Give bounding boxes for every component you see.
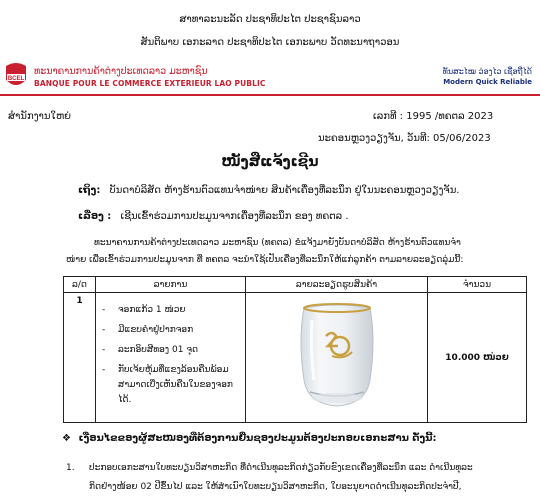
- office-label: ສຳນັກງານໃຫຍ່: [8, 111, 72, 122]
- bank-name-french: BANQUE POUR LE COMMERCE EXTERIEUR LAO PUBLIC: [34, 79, 266, 88]
- header-image: ລາຍລະອຽດຮູບສິນຄ້າ: [246, 277, 428, 293]
- table-header-row: [64, 277, 527, 293]
- list-item: - ກັບເຈ້ຍຫຸ້ມທີ່ແຂງລ້ອນຄືນພ້ອມ ສາມາດເບີ່ງເຫັນຄືນໃນຂອງຈອກ ໄດ້.: [96, 363, 245, 408]
- body-line-1: ທະນາຄານການຄ້າຕ່າງປະເທດລາວ ມະຫາຊົນ (ທຄຕລ) ຂໍແຈ້ງມາຍັງບັນດາບໍລິສັດ ຫ້າງຮ້ານຕົວແທນຈຳ: [94, 238, 461, 248]
- logo-text: BCEL: [7, 76, 25, 82]
- bank-name-lao: ທະນາຄານການຄ້າຕ່າງປະເທດລາວ ມະຫາຊົນ: [34, 66, 208, 77]
- items-table: [63, 276, 527, 423]
- reference-number: ເລກທີ : 1995 /ທຄຕລ 2023: [373, 111, 494, 122]
- header-amount: ຈຳນວນ: [428, 277, 527, 293]
- slogan-english: Modern Quick Reliable: [443, 78, 532, 86]
- motto-line: ສັນຕິພາບ ເອກະລາດ ປະຊາທິປະໄຕ ເອກະພາບ ວັດທະນາຖາວອນ: [140, 37, 400, 48]
- body-line-2: ໜ່າຍ ເພື່ອເຂົ້າຮ່ວມການປະມູນຈາກ ທີ່ ທຄຕລ ຈະນຳໃຊ້ເປັນເຄື່ອງທີ່ລະນຶກໃຫ້ແກ່ລູກຄ້າ ຕາມລາຍລະອຽດລຸ່ມນີ້:: [66, 255, 464, 265]
- row-description: [96, 293, 246, 423]
- description-list: [96, 303, 245, 408]
- glass-cup-image: [292, 300, 382, 412]
- recipient-label: ເຖິງ:: [78, 185, 101, 196]
- table-row: [64, 293, 527, 423]
- header-divider: [0, 94, 540, 96]
- row-amount: 10.000 ໜ່ວຍ: [428, 293, 527, 423]
- header-no: ລ/ດ: [64, 277, 96, 293]
- bank-banner: [0, 60, 540, 96]
- condition-line-2: ກິດຢ່າງໜ້ອຍ 02 ປີຂຶ້ນໄປ ແລະ ໃຫ້ສຳເນົາໃບທະບຽນວິສາຫະກິດ, ໃບອະນຸຍາດດຳເນີນທຸລະກິດປະຈຳປີ,: [89, 482, 462, 492]
- place-date: ນະຄອນຫຼວງວຽງຈັນ, ວັນທີ: 05/06/2023: [318, 133, 491, 144]
- row-image-cell: [246, 293, 428, 423]
- document-title: ໜັງສືແຈ້ງເຊີນ: [221, 154, 319, 170]
- list-item: - ມີແຂບຄຳຢູ່ປາກຈອກ: [96, 323, 245, 338]
- header-description: ລາຍການ: [96, 277, 246, 293]
- country-line: ສາທາລະນະລັດ ປະຊາທິປະໄຕ ປະຊາຊົນລາວ: [179, 14, 361, 25]
- subject-text: ເຊີນເຂົ້າຮ່ວມການປະມູນຈາກເຄື່ອງທີ່ລະນຶກ ຂອງ ທຄຕລ .: [120, 211, 349, 222]
- diamond-bullet-icon: ❖: [62, 433, 71, 444]
- condition-number: 1.: [66, 463, 75, 473]
- list-item: - ຈອກແກ້ວ 1 ໜ່ວຍ: [96, 303, 245, 318]
- bcel-logo: [4, 62, 28, 90]
- condition-line-1: ປະກອບເອກະສານໃບທະບຽນວິສາຫະກິດ ທີ່ດຳເນີນທຸລະກິດກ່ຽວກັບຂົງເຂດເຄື່ອງທີ່ລະນຶກ ແລະ ດຳເນີນທຸລະ: [89, 463, 473, 473]
- row-number: 1: [64, 293, 96, 423]
- list-item: - ລະກອິບສີທອງ 01 ຈຸດ: [96, 343, 245, 358]
- recipient-text: ບັນດາບໍລິສັດ ຫ້າງຮ້ານຕົວແທນຈຳໜ່າຍ ສິນຄ້າເຄື່ອງທີ່ລະນຶກ ຢູ່ໃນນະຄອນຫຼວງວຽງຈັນ.: [109, 185, 460, 196]
- subject-line: [78, 211, 349, 223]
- conditions-heading: ❖ ເງື່ອນໄຂຂອງຜູ້ສະໜອງທີ່ຕ້ອງການຍື່ນຊອງປະມູນຕ້ອງປະກອບເອກະສານ ດັ່ງນີ້:: [62, 433, 437, 444]
- subject-label: ເລື່ອງ :: [78, 211, 112, 222]
- slogan-lao: ທັນສະໄໝ ວ່ອງໄວ ເຊື່ອຖືໄດ້: [442, 67, 532, 76]
- recipient-line: [78, 185, 459, 197]
